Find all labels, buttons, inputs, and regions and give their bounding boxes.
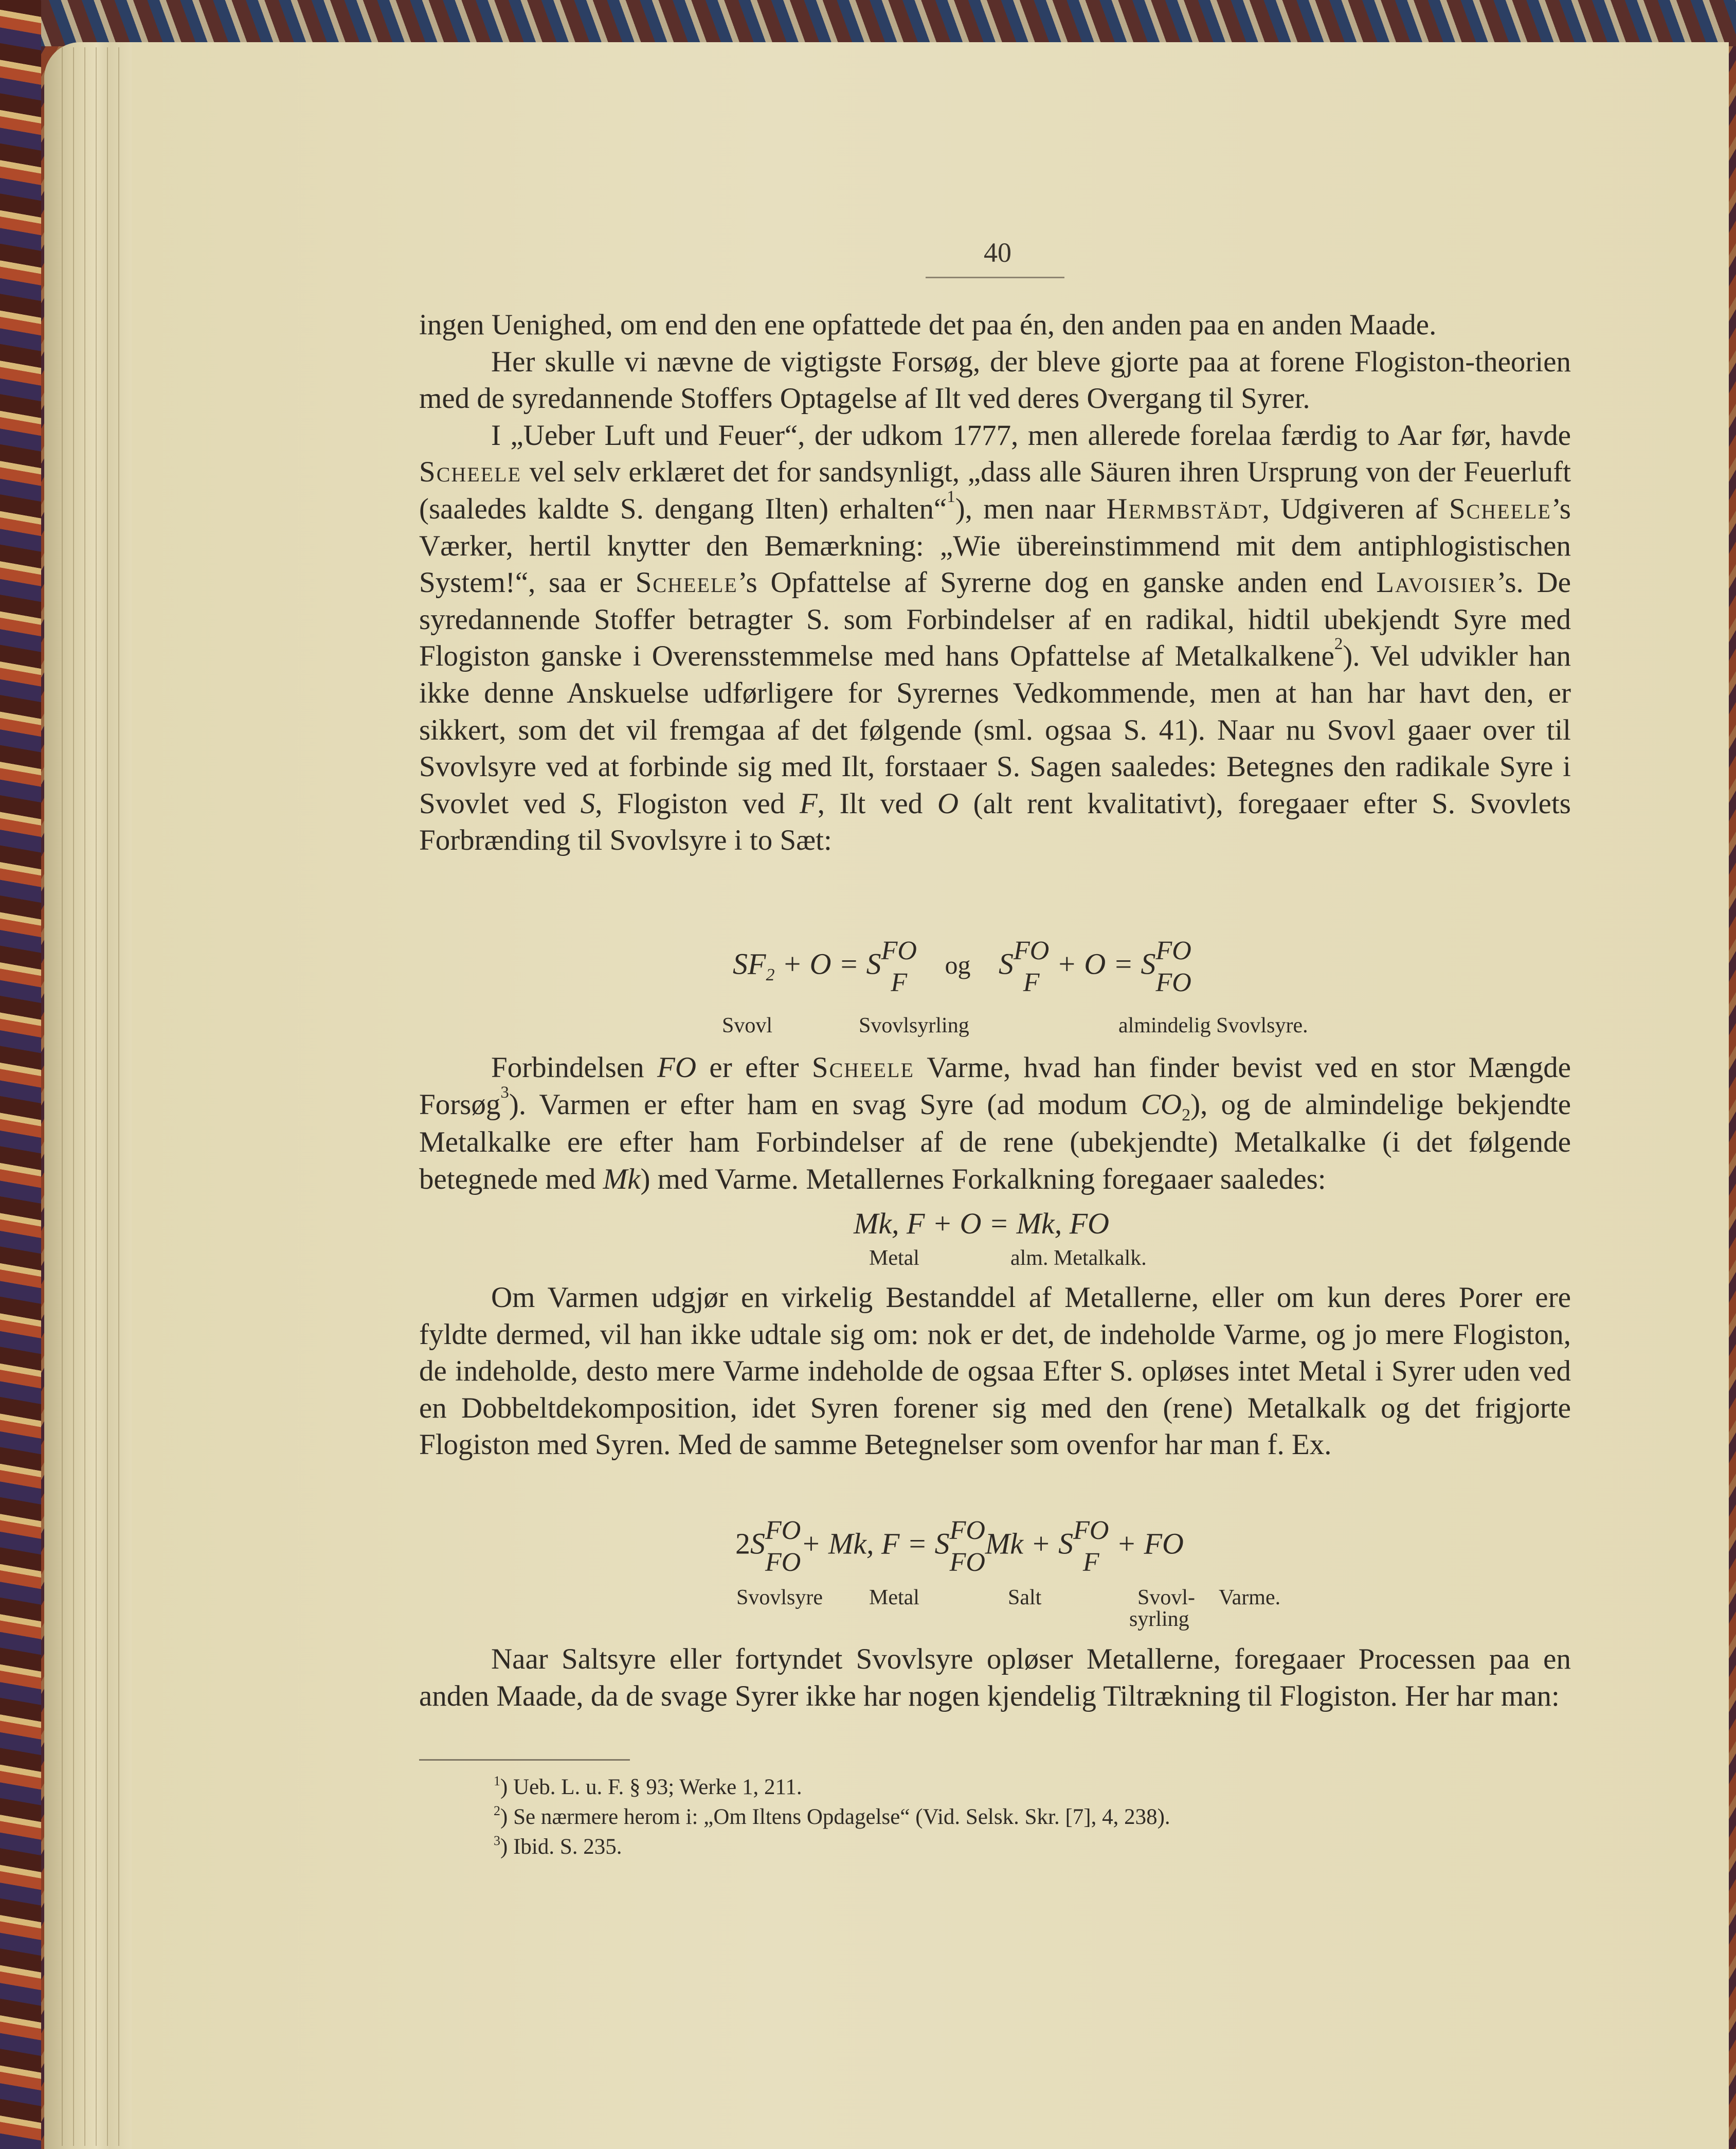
paragraph-6: Naar Saltsyre eller fortyndet Svovlsyre opløser Metallerne, foregaaer Processen paa en anden Maade, da de svage Syrer ikke har nogen kjendelig Tiltrækning til Flogiston. Her har man: [419, 1643, 1571, 1712]
footnote-rule [419, 1759, 630, 1761]
author-hermbstadt: Hermbstädt [1106, 492, 1262, 525]
author-scheele: Scheele [635, 566, 738, 599]
footnote-ref-1: 1 [947, 487, 955, 506]
page-number-rule [926, 277, 1064, 278]
binding-left-edge [0, 0, 41, 2149]
paragraph-5: Om Varmen udgjør en virkelig Bestanddel af Metallerne, eller om kun deres Porer ere fyldte dermed, vil han ikke udtale sig om: nok er det, de indeholde Varme, og jo mere Flogiston, de indeholde, desto mere Varme indeholde de ogsaa Efter S. opløses intet Metal i Syrer uden ved en Dobbeltdekomposition, idet Syren forener sig med den (rene) Metalkalk og det frigjorte Flogiston med Syren. Med de samme Betegnelser som ovenfor har man f. Ex. [419, 1281, 1571, 1461]
paragraph-4: Forbindelsen FO er efter Scheele Varme, hvad han finder bevist ved en stor Mængde Forsøg$^3$). Varmen er efter ham en svag Syre (ad modum $CO_2$), og de almindelige bekjendte Metalkalke ere efter ham Forbindelser af de rene (ubekjendte) Metalkalke (i det følgende betegnede med Mk) med Varme. Metallernes Forkalkning foregaaer saaledes: [419, 1051, 1571, 1195]
paragraph-2: Her skulle vi nævne de vigtigste Forsøg, der bleve gjorte paa at forene Flogiston-theorien med de syredannende Stoffers Optagelse af Ilt ved deres Overgang til Syrer. [419, 345, 1571, 415]
formula1-label-svovlsyre: almindelig Svovlsyre. [1118, 1014, 1308, 1037]
formula3-label-salt: Salt [1008, 1586, 1042, 1609]
footnote-2: $^2$) Se nærmere herom i: „Om Iltens Opdagelse“ (Vid. Selsk. Skr. [7], 4, 238). [494, 1803, 1170, 1829]
author-scheele: Scheele [1449, 492, 1551, 525]
formula3-label-varme: Varme. [1219, 1586, 1281, 1609]
formula3-label-syrling: syrling [1129, 1607, 1189, 1631]
binding-top-edge [0, 0, 1736, 46]
text-block-3 [419, 1279, 1571, 1463]
page-number: 40 [984, 237, 1011, 268]
author-lavoisier: Lavoisier [1376, 566, 1497, 599]
formula-sulfur-combustion: $SF_2 + O = S$ FO F og S FO F + O = S FO FO [733, 936, 1191, 997]
author-scheele: Scheele [811, 1051, 914, 1084]
paragraph-1: ingen Uenighed, om end den ene opfattede det paa én, den anden paa en anden Maade. [419, 309, 1437, 341]
formula1-label-svovl: Svovl [722, 1014, 773, 1037]
formula-metal-dissolution: 2S FO FO + Mk, F = S FO FO Mk + S FO F + FO [735, 1516, 1184, 1577]
footnote-ref-3: 3 [500, 1083, 509, 1102]
text-block-2 [419, 1049, 1571, 1197]
author-scheele: Scheele [419, 456, 522, 489]
formula3-label-svovl: Svovl- [1137, 1586, 1196, 1609]
formula-calcination: Mk, F + O = Mk, FO [854, 1207, 1110, 1240]
formula2-label-metalkalk: alm. Metalkalk. [1010, 1246, 1147, 1270]
formula2-label-metal: Metal [869, 1246, 919, 1270]
footnote-1: $^1$) Ueb. L. u. F. § 93; Werke 1, 211. [494, 1774, 802, 1799]
formula1-label-svovlsyrling: Svovlsyrling [859, 1014, 969, 1037]
footnote-3: $^3$) Ibid. S. 235. [494, 1833, 622, 1859]
formula3-label-metal: Metal [869, 1586, 919, 1609]
page-stack-lines [62, 47, 123, 2146]
formula3-label-svovlsyre: Svovlsyre [736, 1586, 823, 1609]
paragraph-3: I „Ueber Luft und Feuer“, der udkom 1777, men allerede forelaa færdig to Aar før, havde Scheele vel selv erklæret det for sandsynligt, „dass alle Säuren ihren Ursprung von der Feuerluft (saaledes kaldte S. dengang Ilten) erhalten“$^1$), men naar Hermbstädt, Udgiveren af Scheele’s Værker, hertil knytter den Bemærkning: „Wie übereinstimmend mit dem antiphlogistischen System!“, saa er Scheele’s Opfattelse af Syrerne dog en ganske anden end Lavoisier’s. De syredannende Stoffer betragter S. som Forbindelser af en radikal, hidtil ubekjendt Syre med Flogiston ganske i Overensstemmelse med hans Opfattelse af Metalkalkene$^2$). Vel udvikler han ikke denne Anskuelse udførligere for Syrernes Vedkommende, men at han har havt den, er sikkert, som det vil fremgaa af det følgende (sml. ogsaa S. 41). Naar nu Svovl gaaer over til Svovlsyre ved at forbinde sig med Ilt, forstaaer S. Sagen saaledes: Betegnes den radikale Syre i Svovlet ved S, Flogiston ved F, Ilt ved O (alt rent kvalitativt), foregaaer efter S. Svovlets Forbrænding til Svovlsyre i to Sæt: [419, 419, 1571, 857]
footnote-ref-2: 2 [1334, 635, 1343, 654]
text-block-1 [419, 307, 1571, 859]
text-block-4 [419, 1641, 1571, 1714]
